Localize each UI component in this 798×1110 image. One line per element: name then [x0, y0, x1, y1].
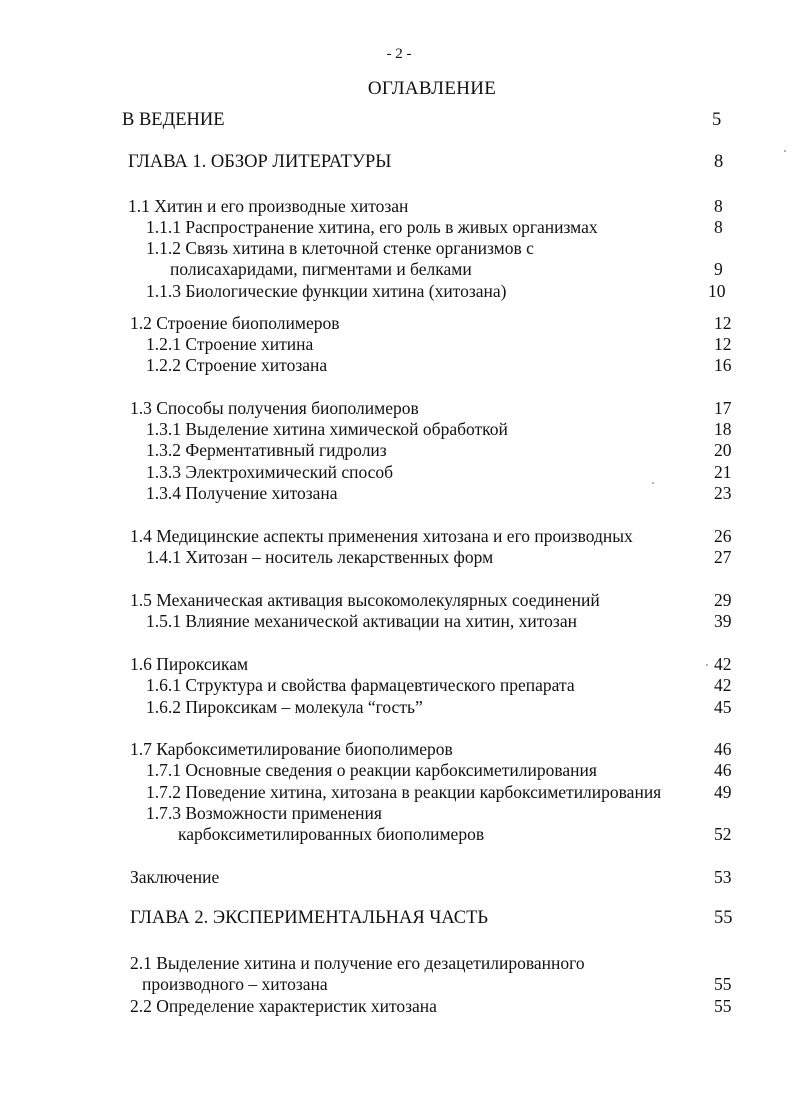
toc-entry-page: 12 [714, 313, 732, 333]
toc-entry-page: 42 [714, 654, 732, 674]
toc-entry-page: 8 [714, 152, 724, 172]
toc-entry-page: 8 [714, 196, 723, 216]
toc-entry-label: 1.4 Медицинские аспекты применения хитозана и его производных [130, 526, 633, 546]
toc-entry-label: 1.3.1 Выделение хитина химической обработкой [146, 419, 508, 439]
toc-entry-label: В ВЕДЕНИЕ [122, 110, 225, 130]
toc-entry-page: 18 [714, 419, 732, 439]
toc-entry-label: 1.2.2 Строение хитозана [146, 355, 328, 375]
toc-entry-page: 20 [714, 440, 732, 460]
toc-entry-label: Заключение [130, 867, 220, 887]
toc-entry-label: 1.1 Хитин и его производные хитозан [128, 196, 409, 216]
toc-entry-page: 46 [714, 760, 732, 780]
scan-speck [652, 482, 654, 484]
toc-entry-label: 1.7.3 Возможности применения [146, 803, 382, 823]
toc-entry-label: ГЛАВА 1. ОБЗОР ЛИТЕРАТУРЫ [128, 152, 392, 172]
toc-entry-label: 1.7.2 Поведение хитина, хитозана в реакции карбоксиметилирования [146, 782, 662, 802]
toc-entry-page: 42 [714, 675, 732, 695]
toc-entry-page: 27 [714, 547, 732, 567]
toc-entry-page: 39 [714, 611, 732, 631]
toc-entry-label: производного – хитозана [142, 974, 328, 994]
toc-entry-page: 9 [714, 259, 723, 279]
toc-entry-label: 1.4.1 Хитозан – носитель лекарственных форм [146, 547, 494, 567]
toc-entry-page: 23 [714, 483, 732, 503]
page-number: - 2 - [386, 46, 412, 62]
toc-entry-label: 1.6.2 Пироксикам – молекула “гость” [146, 697, 423, 717]
scan-speck [706, 664, 708, 666]
toc-entry-label: полисахаридами, пигментами и белками [170, 259, 472, 279]
toc-entry-label: 1.7.1 Основные сведения о реакции карбоксиметилирования [146, 760, 597, 780]
toc-entry-page: 10 [708, 281, 726, 301]
toc-entry-page: 53 [714, 867, 732, 887]
toc-entry-label: 1.6.1 Структура и свойства фармацевтического препарата [146, 675, 575, 695]
toc-entry-label: 1.7 Карбоксиметилирование биополимеров [130, 739, 453, 759]
toc-entry-page: 55 [714, 996, 732, 1016]
toc-entry-page: 29 [714, 590, 732, 610]
toc-entry-page: 55 [714, 908, 733, 928]
toc-entry-page: 17 [714, 398, 732, 418]
toc-entry-label: 1.3.3 Электрохимический способ [146, 462, 394, 482]
toc-entry-label: 2.1 Выделение хитина и получение его дезацетилированного [130, 953, 585, 973]
toc-entry-page: 21 [714, 462, 732, 482]
toc-entry-label: 1.2 Строение биополимеров [130, 313, 340, 333]
toc-entry-label: 1.1.2 Связь хитина в клеточной стенке организмов с [146, 238, 534, 258]
toc-entry-page: 52 [714, 824, 732, 844]
toc-entry-label: 1.6 Пироксикам [130, 654, 249, 674]
toc-entry-label: 1.1.1 Распространение хитина, его роль в живых организмах [146, 217, 598, 237]
toc-entry-label: 1.3.4 Получение хитозана [146, 483, 338, 503]
toc-entry-label: 1.5 Механическая активация высокомолекулярных соединений [130, 590, 600, 610]
toc-entry-page: 5 [712, 110, 722, 130]
toc-entry-page: 16 [714, 355, 732, 375]
toc-entry-page: 49 [714, 782, 732, 802]
toc-title: ОГЛАВЛЕНИЕ [367, 78, 497, 99]
toc-entry-page: 12 [714, 334, 732, 354]
toc-entry-page: 26 [714, 526, 732, 546]
toc-entry-label: ГЛАВА 2. ЭКСПЕРИМЕНТАЛЬНАЯ ЧАСТЬ [130, 908, 489, 928]
toc-entry-label: 1.5.1 Влияние механической активации на хитин, хитозан [146, 611, 577, 631]
toc-entry-page: 55 [714, 974, 732, 994]
toc-entry-page: 8 [714, 217, 723, 237]
toc-entry-page: 46 [714, 739, 732, 759]
toc-entry-label: 1.3.2 Ферментативный гидролиз [146, 440, 387, 460]
toc-entry-label: 2.2 Определение характеристик хитозана [130, 996, 437, 1016]
toc-entry-label: 1.3 Способы получения биополимеров [130, 398, 419, 418]
toc-entry-page: 45 [714, 697, 732, 717]
toc-entry-label: карбоксиметилированных биополимеров [178, 824, 485, 844]
toc-entry-label: 1.1.3 Биологические функции хитина (хитозана) [146, 281, 507, 301]
scan-speck [784, 150, 786, 152]
toc-entry-label: 1.2.1 Строение хитина [146, 334, 314, 354]
